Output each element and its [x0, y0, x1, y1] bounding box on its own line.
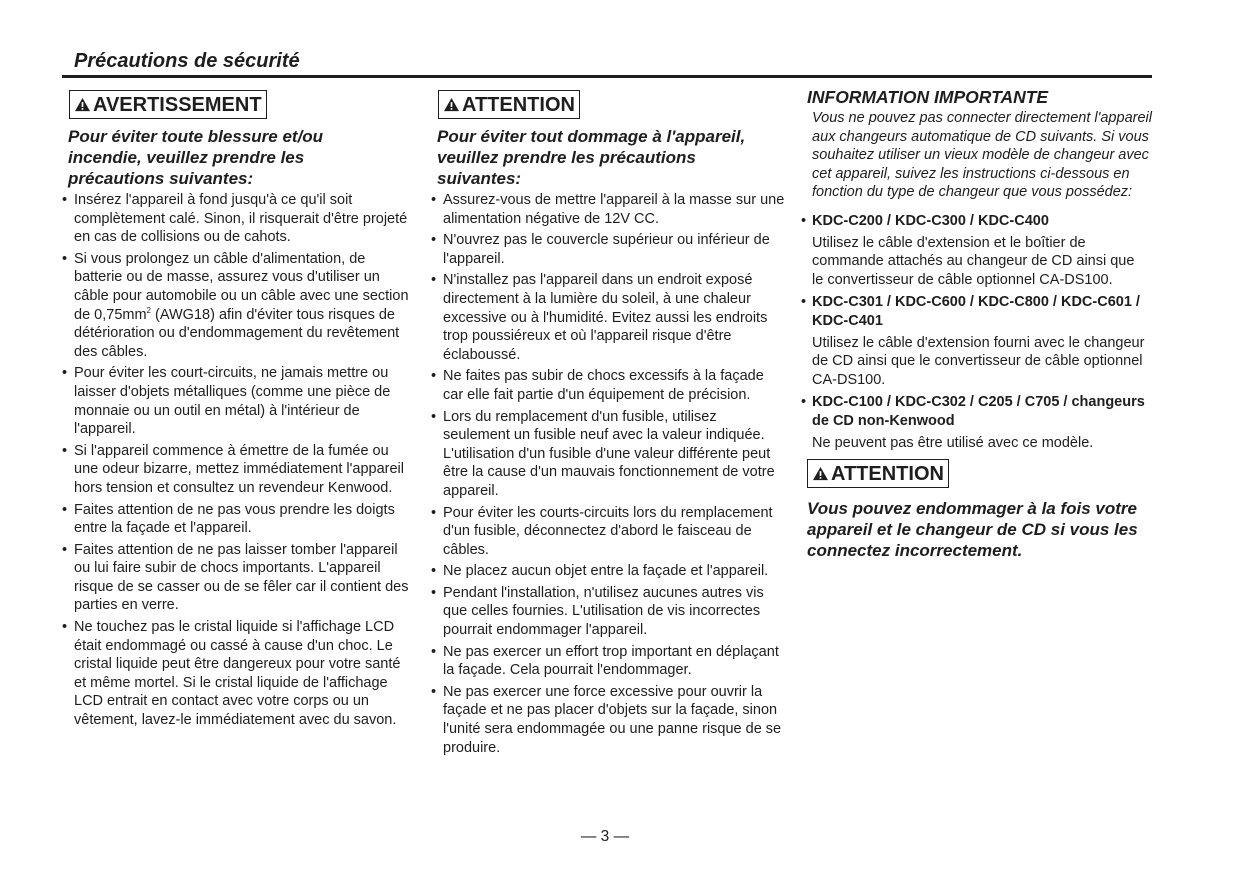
changer-model-item [800, 212, 1156, 289]
model-instructions: Utilisez le câble d'extension et le boîtier de commande attachés au changeur de CD ainsi que le convertisseur de câble optionnel CA-DS100. [812, 234, 1135, 288]
important-info-heading: INFORMATION IMPORTANTE [807, 87, 1049, 107]
list-item: • Ne placez aucun objet entre la façade et l'appareil. [429, 562, 785, 581]
list-item: • Pour éviter les courts-circuits lors du remplacement d'un fusible, déconnectez d'abord le faisceau de câbles. [429, 504, 785, 560]
list-item: • Lors du remplacement d'un fusible, utilisez seulement un fusible neuf avec la valeur indiquée. L'utilisation d'un fusible d'une valeur différente peut être la cause d'un mauvais fonctionnement de votre appareil. [429, 408, 785, 501]
list-item: • Assurez-vous de mettre l'appareil à la masse sur une alimentation négative de 12V CC. [429, 191, 785, 228]
list-item: • Faites attention de ne pas laisser tomber l'appareil ou lui faire subir de chocs importants. L'appareil risque de se casser ou de se fêler car il contient des parties en verre. [60, 541, 416, 615]
list-item: • Si l'appareil commence à émettre de la fumée ou une odeur bizarre, mettez immédiatement l'appareil hors tension et consultez un revendeur Kenwood. [60, 442, 416, 498]
warning-label-box [69, 90, 267, 119]
model-names: • KDC-C100 / KDC-C302 / C205 / C705 / changeurs de CD non-Kenwood [812, 394, 1145, 429]
attention-label-box [807, 459, 949, 488]
warning-label: AVERTISSEMENT [93, 93, 262, 116]
list-item: • N'ouvrez pas le couvercle supérieur ou inférieur de l'appareil. [429, 231, 785, 268]
page-number: — 3 — [580, 828, 630, 845]
list-item: • Pour éviter les court-circuits, ne jamais mettre ou laisser d'objets métalliques (comme une pièce de monnaie ou un outil en métal) à l'intérieur de l'appareil. [60, 364, 416, 438]
attention-heading: Pour éviter tout dommage à l'appareil, veuillez prendre les précautions suivantes: [437, 127, 746, 188]
warning-list [60, 191, 416, 730]
attention-column [429, 90, 785, 760]
list-item: • Faites attention de ne pas vous prendre les doigts entre la façade et l'appareil. [60, 501, 416, 538]
model-instructions: Utilisez le câble d'extension fourni avec le changeur de CD ainsi que le convertisseur de câble optionnel CA-DS100. [812, 334, 1145, 388]
list-item: • Insérez l'appareil à fond jusqu'à ce qu'il soit complètement calé. Sinon, il risquerait d'être projeté en cas de collisions ou de cahots. [60, 191, 416, 247]
list-item: • N'installez pas l'appareil dans un endroit exposé directement à la lumière du soleil, à une chaleur excessive ou à l'humidité. Evitez aussi les endroits trop poussiéreux et où l'appareil risque d'être éclaboussé. [429, 271, 785, 364]
warning-column [60, 90, 416, 733]
important-info-intro: Vous ne pouvez pas connecter directement l'appareil aux changeurs automatique de CD suivants. Si vous souhaitez utiliser un vieux modèle de changeur avec cet appareil, suivez les instructions ci-dessous en fonction du type de changeur que vous possédez: [812, 110, 1152, 201]
attention-label: ATTENTION [831, 462, 944, 485]
list-item: • Si vous prolongez un câble d'alimentation, de batterie ou de masse, assurez vous d'utiliser un câble pour automobile ou un câble avec une section de $0,75mm^2$ (AWG18) afin d'éviter tous risques de détérioration ou d'endommagement du revêtement des câbles. [60, 250, 416, 362]
page-title: Précautions de sécurité [74, 50, 300, 72]
list-item: • Ne faites pas subir de chocs excessifs à la façade car elle fait partie d'un équipement de précision. [429, 367, 785, 404]
important-info-column [800, 86, 1156, 561]
warning-heading: Pour éviter toute blessure et/ou incendie, veuillez prendre les précautions suivantes: [68, 127, 324, 188]
list-item: • Ne touchez pas le cristal liquide si l'affichage LCD était endommagé ou cassé à cause d'un choc. Le cristal liquide peut être dangereux pour votre santé et même mortel. Si le cristal liquide de l'affichage LCD entrait en contact avec votre corps ou un vêtement, lavez-le immédiatement avec du savon. [60, 618, 416, 730]
title-divider [62, 75, 1152, 78]
list-item: • Pendant l'installation, n'utilisez aucunes autres vis que celles fournies. L'utilisation de vis incorrectes pourrait endommager l'appareil. [429, 584, 785, 640]
warning-triangle-icon [74, 97, 91, 112]
closing-warning: Vous pouvez endommager à la fois votre appareil et le changeur de CD si vous les connectez incorrectement. [807, 499, 1138, 561]
attention-label: ATTENTION [462, 93, 575, 116]
changer-model-list [800, 212, 1156, 452]
model-instructions: Ne peuvent pas être utilisé avec ce modèle. [812, 434, 1094, 451]
model-names: • KDC-C200 / KDC-C300 / KDC-C400 [812, 212, 1049, 229]
list-item: • Ne pas exercer une force excessive pour ouvrir la façade et ne pas placer d'objets sur la façade, sinon l'unité sera endommagée ou une panne risque de se produire. [429, 683, 785, 757]
attention-label-box [438, 90, 580, 119]
warning-triangle-icon [812, 466, 829, 481]
model-names: • KDC-C301 / KDC-C600 / KDC-C800 / KDC-C601 / KDC-C401 [812, 294, 1140, 329]
list-item: • Ne pas exercer un effort trop important en déplaçant la façade. Cela pourrait l'endommager. [429, 643, 785, 680]
warning-triangle-icon [443, 97, 460, 112]
changer-model-item [800, 393, 1156, 452]
attention-list [429, 191, 785, 757]
changer-model-item [800, 293, 1156, 389]
